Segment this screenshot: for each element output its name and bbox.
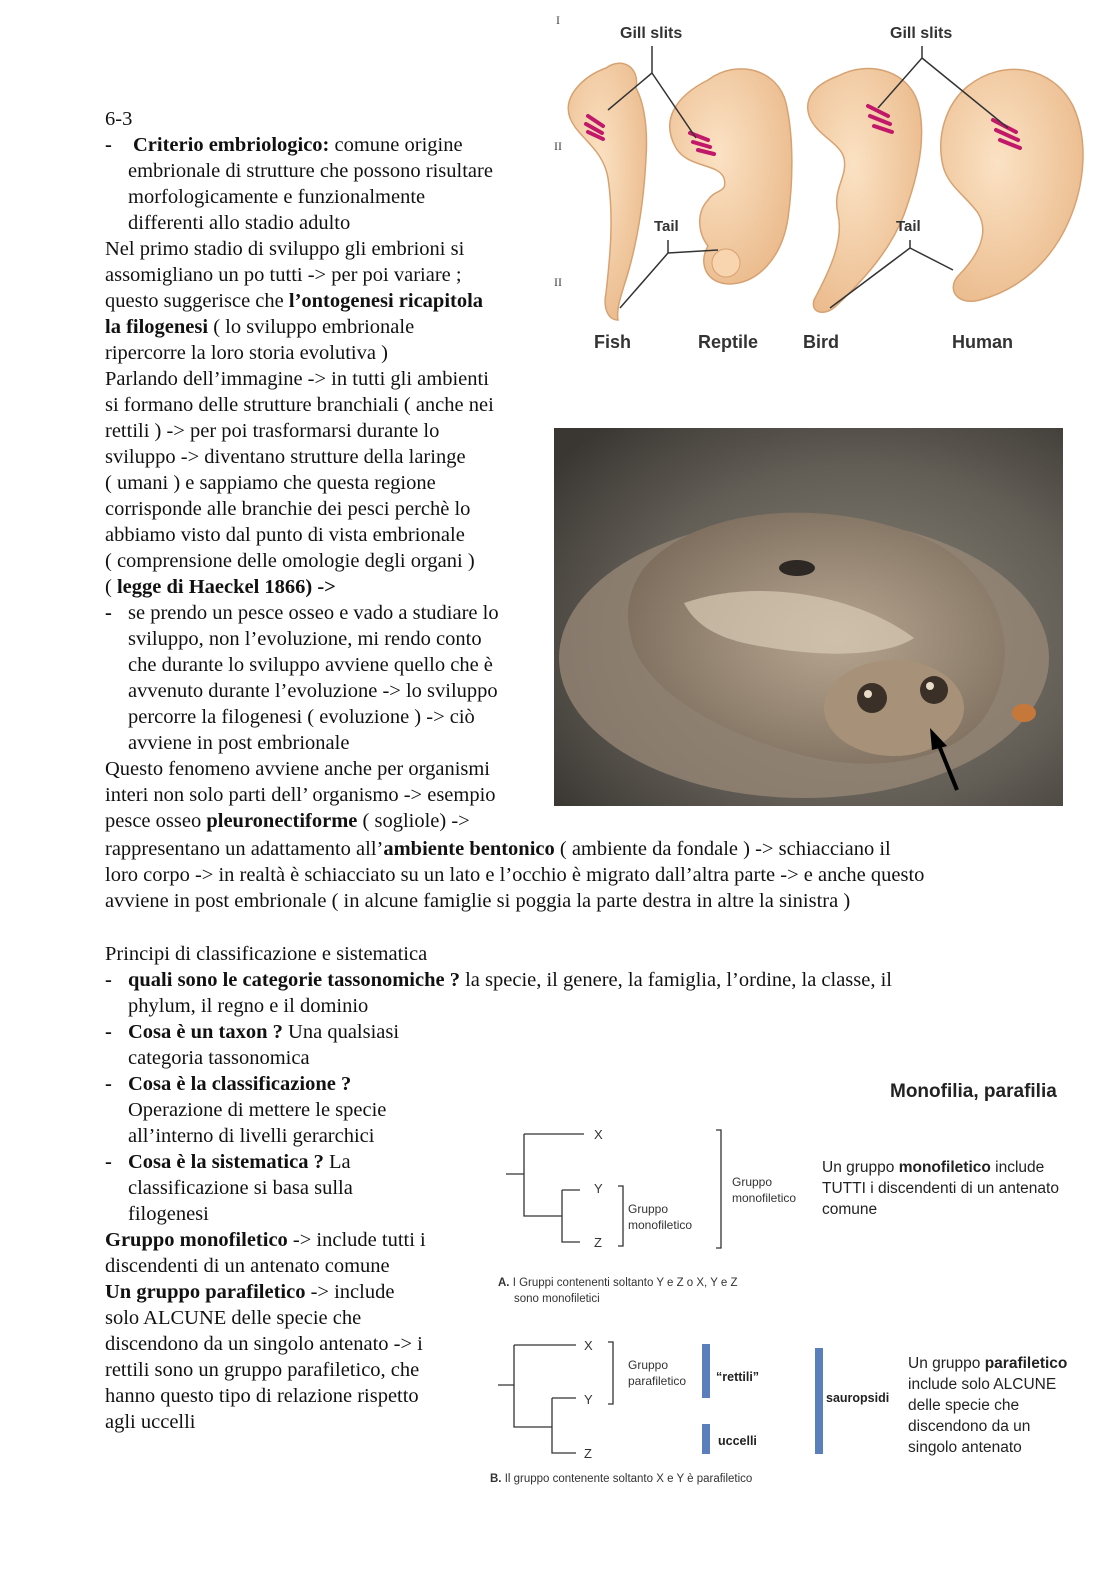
flatfish-eye (920, 676, 948, 704)
text-line: Questo fenomeno avviene anche per organismi (105, 758, 491, 780)
flatfish-photo (554, 428, 1063, 806)
text-line: ( lo sviluppo embrionale (208, 316, 415, 338)
text-bold: la filogenesi (105, 316, 209, 338)
text-line: La (323, 1151, 351, 1173)
sauropsidi-bar (815, 1348, 823, 1454)
q4-label: Cosa è la sistematica ? (128, 1151, 324, 1173)
osseo-bullet (105, 600, 545, 756)
tree-a-branches (506, 1134, 584, 1242)
text-line: rappresentano un adattamento all’ (105, 838, 384, 860)
outer-group-label: monofiletico (732, 1191, 797, 1205)
page-text-top (105, 106, 545, 834)
text-line: pesce osseo (105, 810, 207, 832)
gill-slits-label: Gill slits (890, 25, 953, 42)
text-line: si formano delle strutture branchiali ( anche nei (105, 394, 494, 416)
text-bold: legge di Haeckel 1866) -> (116, 576, 336, 598)
para-bracket (608, 1342, 613, 1404)
text-line: agli uccelli (105, 1411, 196, 1433)
text-line: all’interno di livelli gerarchici (128, 1125, 375, 1147)
q1-bullet (105, 967, 1005, 1019)
text-line: percorre la filogenesi ( evoluzione ) -> ciò (128, 706, 475, 728)
human-embryo (941, 69, 1083, 301)
human-label: Human (952, 332, 1014, 352)
shell-fragment (1012, 704, 1036, 722)
text-line: sviluppo, non l’evoluzione, mi rendo conto (128, 628, 482, 650)
text-line: avviene in post embrionale (128, 732, 350, 754)
tree-b-x: X (584, 1338, 593, 1353)
text-line: hanno questo tipo di relazione rispetto (105, 1385, 419, 1407)
caption-a: A. I Gruppi contenenti soltanto Y e Z o X, Y e Z (498, 1277, 738, 1289)
page-text-wide (105, 836, 1065, 914)
outer-group-label: Gruppo (732, 1175, 773, 1189)
para-description: discendono da un (908, 1418, 1031, 1435)
fish-label: Fish (594, 332, 632, 352)
q3-bullet (105, 1071, 485, 1149)
text-line: Nel primo stadio di sviluppo gli embrioni si (105, 238, 465, 260)
paragraph-ontogenesi (105, 236, 545, 366)
flatfish-head (824, 660, 964, 756)
paragraph-immagine (105, 366, 545, 600)
mono-description: TUTTI i discendenti di un antenato (822, 1180, 1059, 1197)
text-line: ( (105, 576, 117, 598)
q2-label: Cosa è un taxon ? (128, 1021, 283, 1043)
text-line: questo suggerisce che (105, 290, 289, 312)
para-description: Un gruppo parafiletico (908, 1355, 1068, 1372)
paragraph-fenomeno (105, 756, 545, 834)
inner-bracket (618, 1186, 623, 1246)
q2-bullet (105, 1019, 485, 1071)
text-line: rettili sono un gruppo parafiletico, che (105, 1359, 420, 1381)
phylogeny-figure (490, 1072, 1100, 1492)
flatfish-dark-spot (779, 560, 815, 576)
text-line: che durante lo sviluppo avviene quello che è (128, 654, 493, 676)
embryo-figure (548, 8, 1096, 368)
text-line: ( umani ) e sappiamo che questa regione (105, 472, 436, 494)
flatfish-eye-highlight (864, 690, 872, 698)
para-group-label: Gruppo (628, 1358, 669, 1372)
outer-bracket (716, 1130, 721, 1248)
tail-leader-lines (620, 240, 953, 308)
inner-group-label: Gruppo (628, 1202, 669, 1216)
flatfish-eye-highlight (926, 682, 934, 690)
uccelli-bar (702, 1424, 710, 1454)
inner-group-label: monofiletico (628, 1218, 693, 1232)
tree-a-z: Z (594, 1235, 602, 1250)
q1-label: quali sono le categorie tassonomiche ? (128, 969, 460, 991)
text-line: classificazione si basa sulla (128, 1177, 353, 1199)
paragraph-monofiletico (105, 1227, 485, 1279)
text-bold: ambiente bentonico (383, 838, 555, 860)
text-line: ( sogliole) -> (357, 810, 470, 832)
text-line: abbiamo visto dal punto di vista embrionale (105, 524, 465, 546)
tail-label: Tail (654, 218, 679, 235)
caption-a: sono monofiletici (514, 1293, 600, 1305)
principi-title: Principi di classificazione e sistematica (105, 943, 428, 965)
text-line: avvenuto durante l’evoluzione -> lo sviluppo (128, 680, 498, 702)
tree-a-y: Y (594, 1181, 603, 1196)
text-line: categoria tassonomica (128, 1047, 310, 1069)
mono-description: Un gruppo monofiletico include (822, 1159, 1045, 1176)
roman-label: II (554, 275, 562, 289)
text-line: rettili ) -> per poi trasformarsi durante lo (105, 420, 440, 442)
fish-embryo (568, 63, 646, 320)
para-description: singolo antenato (908, 1439, 1022, 1456)
uccelli-label: uccelli (718, 1434, 757, 1448)
caption-b: B. Il gruppo contenente soltanto X e Y è parafiletico (490, 1473, 753, 1485)
reptile-tail-coil (712, 249, 740, 277)
tree-b-branches (498, 1345, 576, 1453)
text-bold: pleuronectiforme (206, 810, 358, 832)
text-line: -> include (305, 1281, 395, 1303)
text-line: -> include tutti i (287, 1229, 426, 1251)
text-line: Operazione di mettere le specie (128, 1099, 387, 1121)
sauropsidi-label: sauropsidi (826, 1391, 890, 1405)
para-description: include solo ALCUNE (908, 1376, 1057, 1393)
criterio-text: differenti allo stadio adulto (128, 212, 351, 234)
text-line: Una qualsiasi (282, 1021, 400, 1043)
text-bold: Gruppo monofiletico (105, 1229, 288, 1251)
page-number: 6-3 (105, 108, 133, 130)
criterio-text: embrionale di strutture che possono risultare (128, 160, 493, 182)
text-bold: l’ontogenesi ricapitola (288, 290, 484, 312)
roman-label: II (554, 139, 562, 153)
text-line: ripercorre la loro storia evolutiva ) (105, 342, 388, 364)
text-line: avviene in post embrionale ( in alcune famiglie si poggia la parte destra in altre la sinistra ) (105, 890, 851, 912)
mono-description: comune (822, 1201, 878, 1218)
text-line: phylum, il regno e il dominio (128, 995, 369, 1017)
text-line: corrisponde alle branchie dei pesci perchè lo (105, 498, 471, 520)
bird-label: Bird (803, 332, 839, 352)
reptile-label: Reptile (698, 332, 759, 352)
text-line: filogenesi (128, 1203, 209, 1225)
paragraph-parafiletico (105, 1279, 485, 1435)
q3-label: Cosa è la classificazione ? (128, 1073, 352, 1095)
q4-bullet (105, 1149, 485, 1227)
para-description: delle specie che (908, 1397, 1020, 1414)
para-group-label: parafiletico (628, 1374, 687, 1388)
criterio-text: morfologicamente e funzionalmente (128, 186, 426, 208)
text-line: se prendo un pesce osseo e vado a studiare lo (128, 602, 499, 624)
criterio-label: Criterio embriologico: (133, 134, 330, 156)
flatfish-eye (857, 683, 887, 713)
tree-b-z: Z (584, 1446, 592, 1461)
paragraph-bentonico (105, 836, 1065, 914)
gill-slits-label: Gill slits (620, 25, 683, 42)
text-line: discendenti di un antenato comune (105, 1255, 390, 1277)
criterio-text: comune origine (334, 134, 463, 156)
rettili-bar (702, 1344, 710, 1398)
tail-label: Tail (896, 218, 921, 235)
rettili-label: “rettili” (716, 1370, 760, 1384)
text-bold: Un gruppo parafiletico (105, 1281, 306, 1303)
text-line: discendono da un singolo antenato -> i (105, 1333, 423, 1355)
text-line: ( ambiente da fondale ) -> schiacciano il (554, 838, 891, 860)
roman-label: I (556, 13, 560, 27)
bird-embryo (808, 69, 922, 313)
text-line: loro corpo -> in realtà è schiacciato su un lato e l’occhio è migrato dall’altra parte -> e anche questo (105, 864, 925, 886)
tree-a-x: X (594, 1127, 603, 1142)
phylo-title: Monofilia, parafilia (890, 1081, 1057, 1102)
text-line: ( comprensione delle omologie degli organi ) (105, 550, 475, 572)
text-line: la specie, il genere, la famiglia, l’ordine, la classe, il (459, 969, 893, 991)
text-line: assomigliano un po tutti -> per poi variare ; (105, 264, 462, 286)
page-text-bottom (105, 1019, 485, 1435)
text-line: interi non solo parti dell’ organismo -> esempio (105, 784, 496, 806)
text-line: Parlando dell’immagine -> in tutti gli ambienti (105, 368, 489, 390)
criterio-bullet (105, 132, 545, 236)
text-line: sviluppo -> diventano strutture della laringe (105, 446, 466, 468)
page-text-principi (105, 941, 1005, 1019)
text-line: solo ALCUNE delle specie che (105, 1307, 362, 1329)
tree-b-y: Y (584, 1392, 593, 1407)
